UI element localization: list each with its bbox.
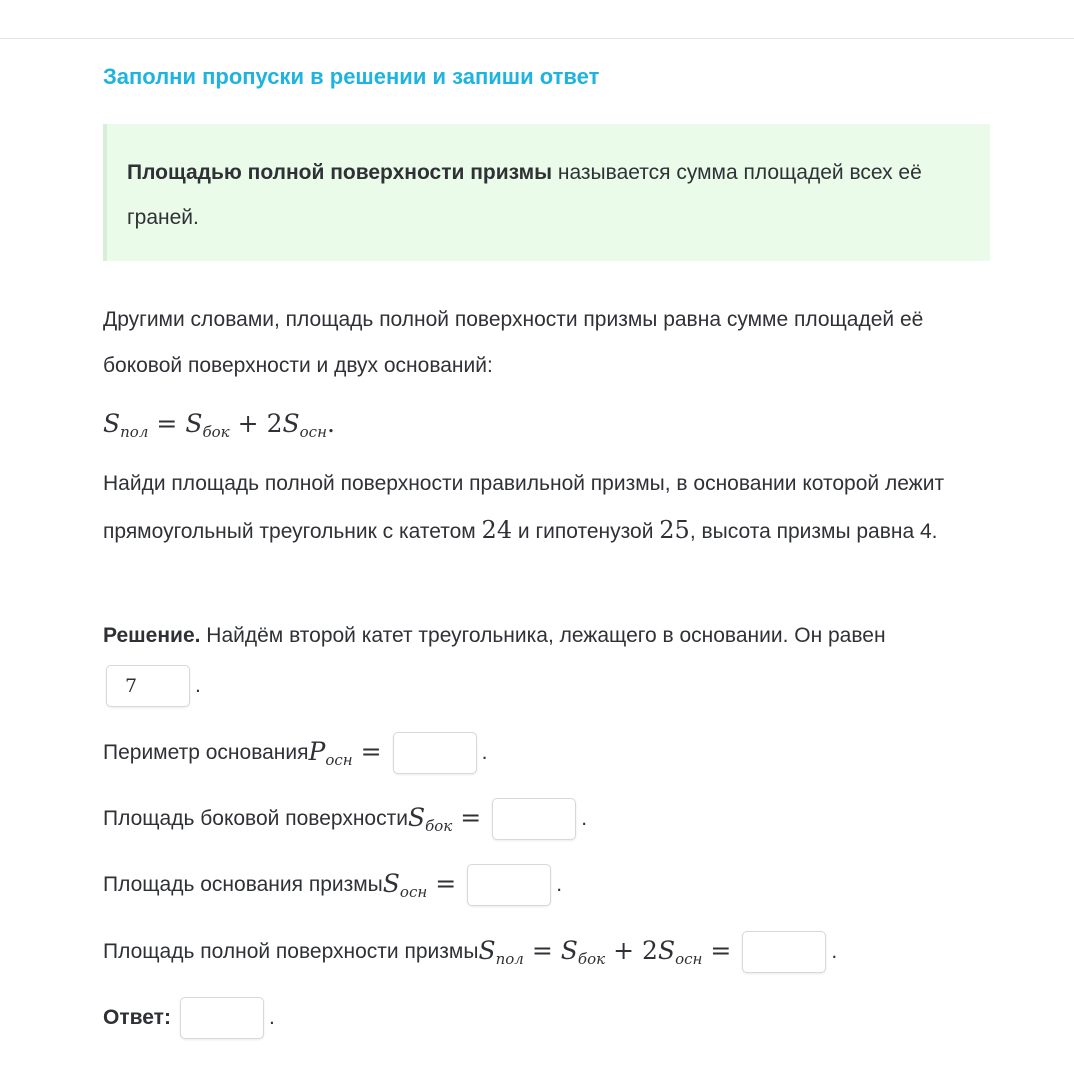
definition-box xyxy=(103,124,990,261)
problem-text: Найди площадь полной поверхности правильной призмы, в основании которой лежит прямоугольный треугольник с катетом xyxy=(103,472,945,543)
perimeter-row xyxy=(103,732,487,774)
solution-description: Найдём второй катет треугольника, лежащего в основании. Он равен xyxy=(200,624,886,647)
formula-subscript: пол xyxy=(120,423,149,441)
formula-subscript: бок xyxy=(202,423,230,441)
surface-formula xyxy=(103,404,335,446)
formula-symbol: S xyxy=(560,936,578,965)
formula-symbol: S xyxy=(382,869,400,898)
formula-operator: + xyxy=(613,936,635,965)
formula-symbol: S xyxy=(657,936,676,965)
problem-statement xyxy=(103,461,973,555)
formula-subscript: осн xyxy=(299,423,327,441)
task-title: Заполни пропуски в решении и запиши ответ xyxy=(103,64,600,89)
lateral-area-input[interactable] xyxy=(492,798,576,840)
base-area-input[interactable] xyxy=(467,864,551,906)
lateral-area-row xyxy=(103,798,587,840)
total-area-formula xyxy=(478,936,739,968)
formula-symbol: P xyxy=(308,737,326,766)
second-leg-row xyxy=(103,665,201,707)
definition-term: Площадью полной поверхности призмы xyxy=(127,161,553,184)
formula-operator: = xyxy=(710,936,732,965)
leg-value: 24 xyxy=(481,516,513,544)
formula-operator: = xyxy=(156,409,178,438)
formula-coefficient: 2 xyxy=(642,936,658,965)
period: . xyxy=(581,807,588,830)
total-area-label: Площадь полной поверхности призмы xyxy=(103,940,479,963)
answer-row xyxy=(103,997,275,1039)
formula-symbol: S xyxy=(407,803,426,832)
total-area-input[interactable] xyxy=(742,931,826,973)
answer-label: Ответ: xyxy=(103,1006,171,1029)
definition-text: называется сумма площадей всех её граней. xyxy=(127,161,922,229)
total-area-row xyxy=(103,931,837,973)
final-answer-input[interactable] xyxy=(180,997,264,1039)
hypotenuse-value: 25 xyxy=(659,516,690,544)
perimeter-input[interactable] xyxy=(393,732,477,774)
period: . xyxy=(556,873,563,896)
top-divider xyxy=(0,38,1074,39)
formula-subscript: осн xyxy=(325,751,353,769)
solution-label: Решение. xyxy=(103,624,201,647)
formula-period: . xyxy=(326,409,335,438)
formula-operator: = xyxy=(460,803,482,832)
formula-operator: = xyxy=(531,936,553,965)
period: . xyxy=(831,940,838,963)
period: . xyxy=(195,674,201,697)
formula-operator: + xyxy=(237,409,259,438)
base-area-row xyxy=(103,864,562,906)
formula-symbol: S xyxy=(185,409,203,438)
formula-symbol: S xyxy=(478,936,496,965)
formula-subscript: бок xyxy=(577,950,606,968)
lateral-area-formula xyxy=(408,803,489,835)
intro-text: Другими словами, площадь полной поверхности призмы равна сумме площадей её боковой поверхности и двух оснований: xyxy=(103,308,924,377)
formula-operator: = xyxy=(360,737,382,766)
problem-text: , высота призмы равна 4. xyxy=(689,520,938,543)
formula-subscript: осн xyxy=(399,883,428,901)
formula-subscript: осн xyxy=(675,950,703,968)
formula-subscript: пол xyxy=(495,950,524,968)
second-leg-input[interactable]: 7 xyxy=(106,665,190,707)
base-area-formula xyxy=(383,869,464,901)
formula-operator: = xyxy=(435,869,457,898)
period: . xyxy=(268,1006,275,1029)
base-area-label: Площадь основания призмы xyxy=(103,873,383,896)
solution-text xyxy=(103,613,998,659)
lateral-area-label: Площадь боковой поверхности xyxy=(103,807,408,830)
formula-symbol: S xyxy=(282,409,300,438)
formula-coefficient: 2 xyxy=(266,409,283,438)
problem-text: и гипотенузой xyxy=(512,520,660,543)
period: . xyxy=(481,741,488,764)
formula-subscript: бок xyxy=(425,817,453,835)
formula-symbol: S xyxy=(103,409,121,438)
perimeter-label: Периметр основания xyxy=(103,741,309,764)
perimeter-formula xyxy=(309,737,390,769)
